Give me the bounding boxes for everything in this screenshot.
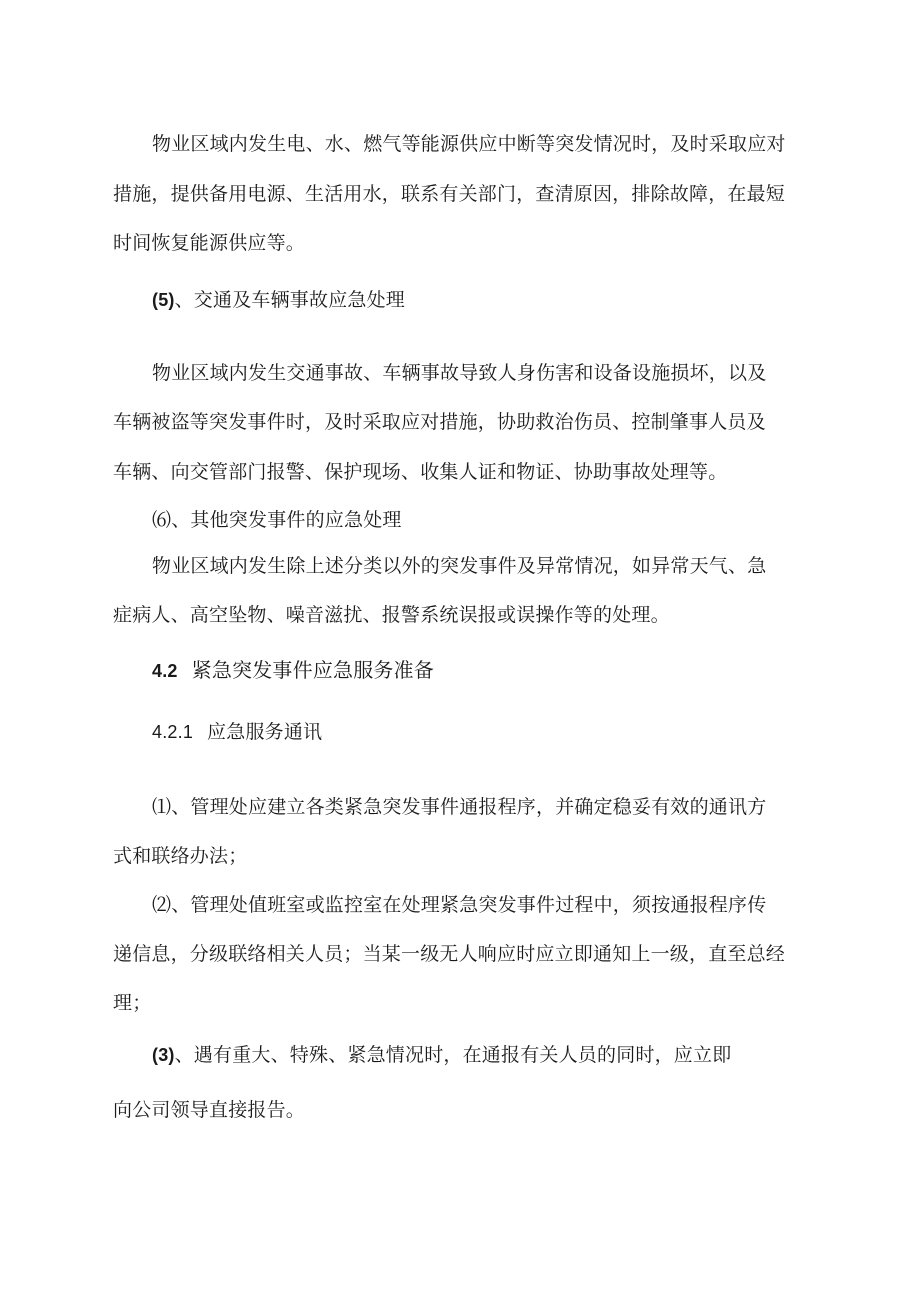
paragraph-energy-line-1: 物业区域内发生电、水、燃气等能源供应中断等突发情况时，及时采取应对 <box>152 133 786 155</box>
item-text: 、遇有重大、特殊、紧急情况时，在通报有关人员的同时，应立即 <box>174 1044 732 1066</box>
paragraph-other-line-2: 症病人、高空坠物、噪音滋扰、报警系统误报或误操作等的处理。 <box>113 604 670 626</box>
heading-number: (5) <box>152 290 175 310</box>
item-1-line-1 <box>152 795 766 819</box>
item-number: ⑴ <box>152 796 172 818</box>
section-4-2-title <box>152 658 434 683</box>
section-4-2-1-title <box>152 720 322 744</box>
paragraph-traffic-line-1: 物业区域内发生交通事故、车辆事故导致人身伤害和设备设施损坏，以及 <box>152 362 767 384</box>
item-3-line-1 <box>152 1043 731 1067</box>
item-1-line-2: 式和联络办法； <box>113 845 248 867</box>
item-2-line-3: 理； <box>113 992 152 1014</box>
item-number: (3) <box>152 1045 175 1065</box>
heading-text: 、其他突发事件的应急处理 <box>171 509 402 531</box>
item-text: 、管理处应建立各类紧急突发事件通报程序，并确定稳妥有效的通讯方 <box>171 796 767 818</box>
heading-other-events <box>152 508 402 532</box>
paragraph-traffic-line-3: 车辆、向交管部门报警、保护现场、收集人证和物证、协助事故处理等。 <box>113 461 728 483</box>
paragraph-energy-line-2: 措施，提供备用电源、生活用水，联系有关部门，查清原因，排除故障，在最短 <box>113 183 786 205</box>
item-2-line-2: 递信息，分级联络相关人员；当某一级无人响应时应立即通知上一级，直至总经 <box>113 943 786 965</box>
paragraph-traffic-line-2: 车辆被盗等突发事件时，及时采取应对措施，协助救治伤员、控制肇事人员及 <box>113 411 766 433</box>
section-number: 4.2 <box>152 661 178 681</box>
heading-traffic-accident <box>152 288 405 312</box>
item-2-line-1 <box>152 893 766 917</box>
section-text: 紧急突发事件应急服务准备 <box>191 658 435 682</box>
paragraph-other-line-1: 物业区域内发生除上述分类以外的突发事件及异常情况，如异常天气、急 <box>152 555 767 577</box>
heading-number: ⑹ <box>152 509 172 531</box>
heading-text: 、交通及车辆事故应急处理 <box>174 289 406 311</box>
item-number: ⑵ <box>152 894 172 916</box>
item-3-line-2: 向公司领导直接报告。 <box>113 1099 306 1121</box>
section-text: 应急服务通讯 <box>207 721 323 743</box>
item-text: 、管理处值班室或监控室在处理紧急突发事件过程中，须按通报程序传 <box>171 894 767 916</box>
section-number: 4.2.1 <box>152 722 194 742</box>
paragraph-energy-line-3: 时间恢复能源供应等。 <box>113 232 306 254</box>
